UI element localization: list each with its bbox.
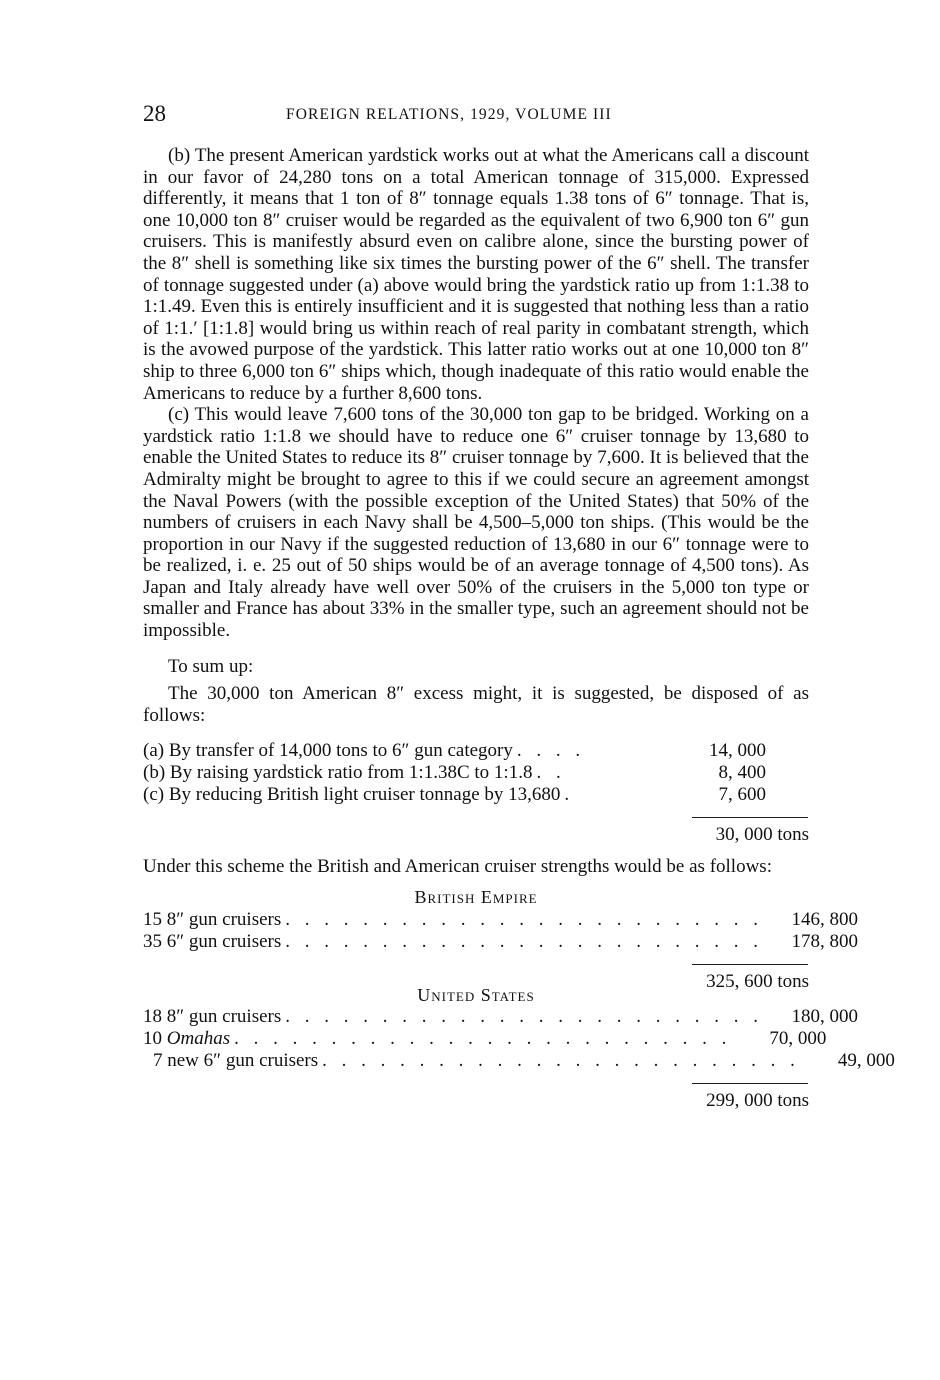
disposal-total: 30, 000 tons <box>715 824 809 846</box>
table-row <box>143 909 859 931</box>
body-text <box>143 145 895 1112</box>
british-heading: British Empire <box>414 887 538 908</box>
leader-dots: . . . . . . . . . . . . . . . . . . . . . . . . . <box>322 1049 800 1071</box>
paragraph-b: (b) The present American yardstick works out at what the Americans call a discount in our favor of 24,280 tons on a total American tonnage of 315,000. Expressed differently, it means that 1 ton of 8″ tonnage equals 1.38 tons of 6″ tonnage. That is, one 10,000 ton 8″ cruiser would be regarded as the equivalent of two 6,900 ton 6″ gun cruisers. This is manifestly absurd even on calibre alone, since the bursting power of the 8″ shell is something like six times the bursting power of the 6″ shell. The transfer of tonnage suggested under (a) above would bring the yardstick ratio up from 1:1.38 to 1:1.49. Even this is entirely insufficient and it is suggested that nothing less than a ratio of 1:1.′ [1:1.8] would bring us within reach of real parity in combatant strength, which is the avowed purpose of the yardstick. This latter ratio works out at one 10,000 ton 8″ ship to three 6,000 ton 6″ ships which, though inadequate of this ratio would enable the Americans to reduce by a further 8,600 tons. <box>143 145 809 404</box>
row-value: 14, 000 <box>709 740 766 762</box>
table-row <box>143 740 809 762</box>
british-table <box>143 887 859 993</box>
leader-dots: . . . . . . . . . . . . . . . . . . . . . . . . . <box>285 930 764 952</box>
row-value: 180, 000 <box>791 1006 859 1028</box>
row-label-prefix: 10 <box>143 1027 167 1049</box>
leader-dots: . . . . . . . . . . . . . . . . . . . . . . . . . <box>285 1006 764 1028</box>
row-label: 18 8″ gun cruisers <box>143 1006 282 1028</box>
row-label: (c) By reducing British light cruiser tonnage by 13,680 <box>143 783 561 805</box>
row-value: 49, 000 <box>837 1049 895 1071</box>
table-row <box>143 1006 859 1028</box>
sum-rule <box>692 1083 808 1084</box>
us-heading: United States <box>417 984 535 1005</box>
row-label: 35 6″ gun cruisers <box>143 930 282 952</box>
row-label: (a) By transfer of 14,000 tons to 6″ gun category <box>143 740 513 762</box>
running-header <box>143 101 809 131</box>
row-label <box>143 1028 230 1050</box>
us-total: 299, 000 tons <box>706 1090 809 1112</box>
disposal-table <box>143 740 809 845</box>
leader-dots: . . . . . . . . . . . . . . . . . . . . . . . . . <box>285 909 764 930</box>
sum-rule <box>692 817 808 818</box>
leader-dots: . . <box>536 762 566 784</box>
british-total: 325, 600 tons <box>706 971 809 993</box>
row-value: 8, 400 <box>718 762 766 784</box>
row-label: (b) By raising yardstick ratio from 1:1.38C to 1:1.8 <box>143 762 533 784</box>
table-row <box>143 1049 895 1072</box>
us-table <box>143 984 895 1112</box>
table-row <box>143 930 859 953</box>
excess-paragraph: The 30,000 ton American 8″ excess might, it is suggested, be disposed of as follows: <box>143 683 809 726</box>
table-row <box>143 784 809 806</box>
sum-up-line: To sum up: <box>168 655 254 677</box>
row-value: 178, 800 <box>791 930 859 952</box>
row-label-italic: Omahas <box>166 1027 231 1049</box>
row-value: 7, 600 <box>718 783 766 805</box>
leader-dots: . . . . <box>516 740 586 762</box>
paragraph-c: (c) This would leave 7,600 tons of the 30,000 ton gap to be bridged. Working on a yardstick ratio 1:1.8 we should have to reduce one 6″ cruiser tonnage by 13,680 to enable the United States to reduce its 8″ cruiser tonnage by 7,600. It is believed that the Admiralty might be brought to agree to this if we could secure an agreement amongst the Naval Powers (with the possible exception of the United States) that 50% of the numbers of cruisers in each Navy shall be 4,500–5,000 ton ships. (This would be the proportion in our Navy if the suggested reduction of 13,680 in our 6″ tonnage were to be realized, i. e. 25 out of 50 ships would be of an average tonnage of 4,500 tons). As Japan and Italy already have well over 50% of the cruisers in the 5,000 ton type or smaller and France has about 33% in the smaller type, such an agreement should not be impossible. <box>143 404 809 642</box>
running-title: FOREIGN RELATIONS, 1929, VOLUME III <box>286 106 612 123</box>
table-row <box>143 1027 827 1050</box>
row-value: 146, 800 <box>791 909 859 930</box>
row-value: 70, 000 <box>769 1027 827 1049</box>
row-label: 7 new 6″ gun cruisers <box>153 1049 319 1071</box>
row-label: 15 8″ gun cruisers <box>143 909 282 930</box>
table-row <box>143 762 809 784</box>
sum-rule <box>692 964 808 965</box>
page-number: 28 <box>143 101 166 126</box>
leader-dots: . . . . . . . . . . . . . . . . . . . . . . . . . . <box>234 1027 732 1049</box>
leader-dots: . <box>564 783 575 805</box>
scheme-paragraph: Under this scheme the British and American cruiser strengths would be as follows: <box>143 855 772 877</box>
